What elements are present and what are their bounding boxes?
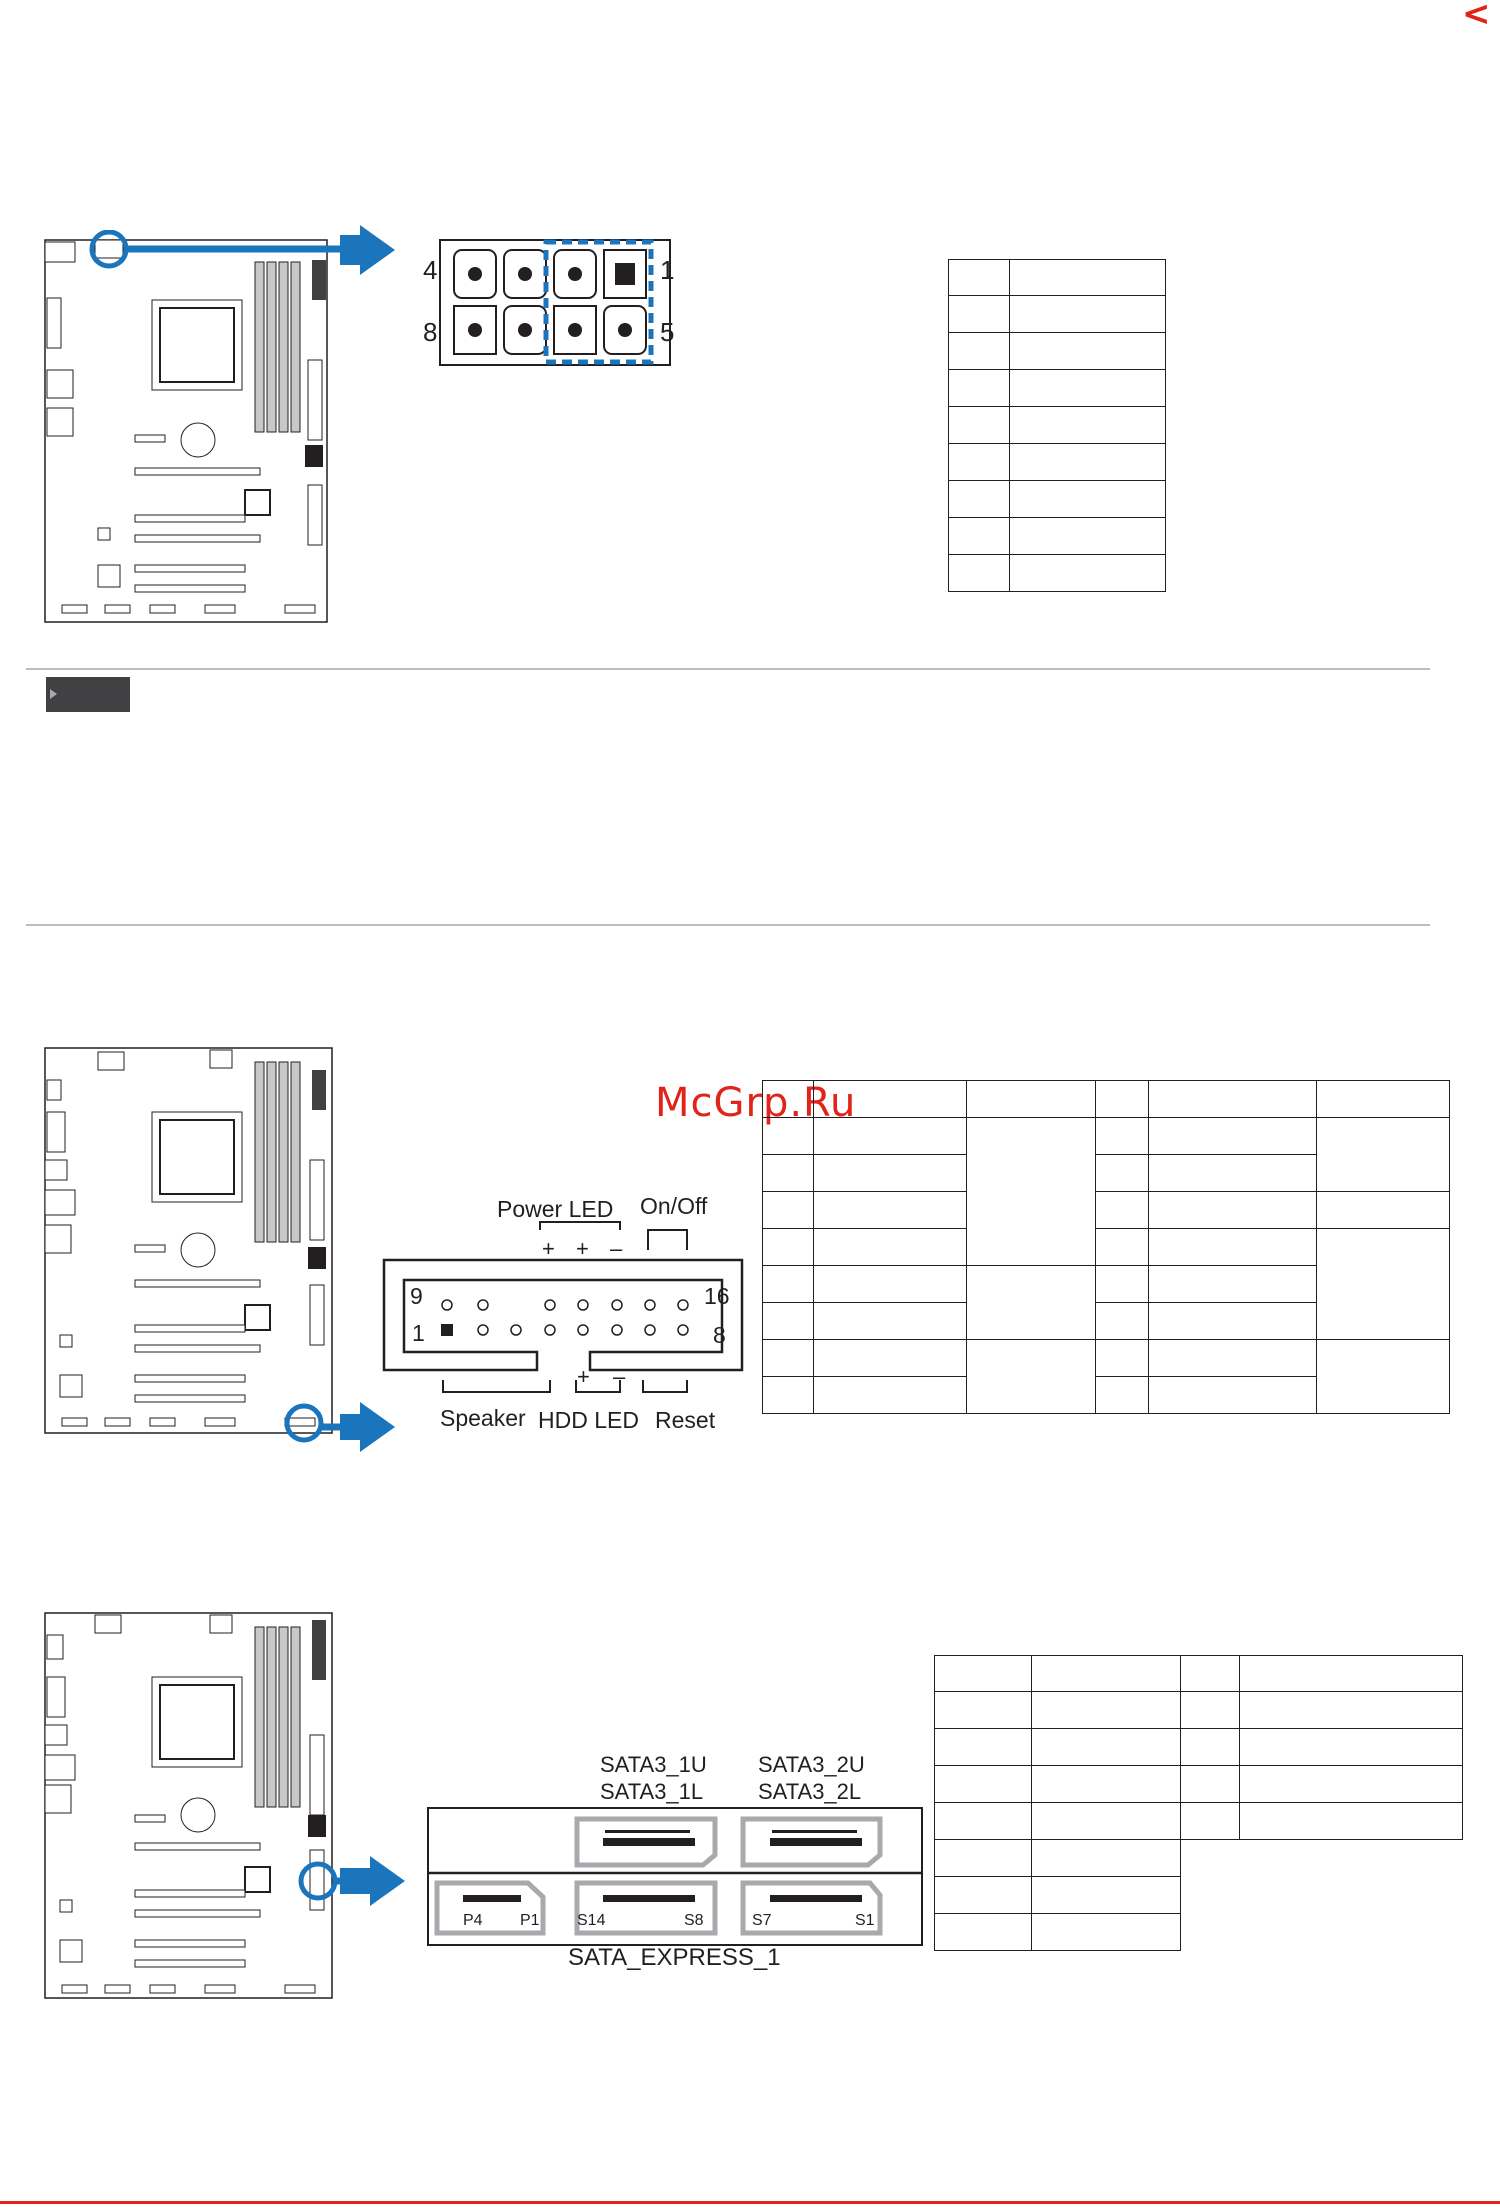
sata3-1u-label: SATA3_1U	[600, 1752, 707, 1777]
pin-label-s7: S7	[752, 1912, 772, 1929]
pin-label-s14: S14	[577, 1912, 606, 1929]
divider-bottom	[26, 924, 1430, 926]
power-led-plus-2: +	[576, 1236, 589, 1261]
pin-label-p1: P1	[520, 1912, 540, 1929]
atx-8pin-connector	[420, 230, 720, 390]
pin-label-s8: S8	[684, 1912, 704, 1929]
speaker-label: Speaker	[440, 1405, 526, 1431]
divider-top	[26, 668, 1430, 670]
sata-pin-table-left	[934, 1655, 1181, 1951]
power-led-minus: –	[610, 1236, 623, 1261]
pin-label-1: 1	[660, 255, 675, 285]
pin-label-16: 16	[704, 1283, 730, 1309]
note-badge	[46, 677, 130, 712]
motherboard-diagram-top	[40, 230, 340, 630]
motherboard-diagram-middle	[40, 1040, 340, 1460]
reset-label: Reset	[655, 1407, 716, 1433]
arrow-right-icon	[340, 225, 400, 275]
pin-label-9: 9	[410, 1283, 423, 1309]
sata-pin-table-right	[1180, 1655, 1463, 1840]
sata3-2l-label: SATA3_2L	[758, 1779, 862, 1804]
front-panel-pin-table	[762, 1080, 1450, 1414]
arrow-right-icon	[340, 1856, 410, 1906]
sata3-1l-label: SATA3_1L	[600, 1779, 704, 1804]
motherboard-diagram-bottom	[40, 1605, 340, 2005]
watermark: McGrp.Ru	[655, 1080, 857, 1126]
pin-label-4: 4	[423, 255, 438, 285]
footer-rule	[0, 2201, 1500, 2204]
power-led-label: Power LED	[497, 1196, 614, 1222]
pin-label-5: 5	[660, 317, 675, 347]
hdd-led-plus: +	[577, 1364, 590, 1389]
pin-label-8: 8	[423, 317, 438, 347]
hdd-led-label: HDD LED	[538, 1407, 639, 1433]
pin-label-p4: P4	[463, 1912, 483, 1929]
back-chevron-icon[interactable]: <	[1462, 0, 1491, 34]
sata-express-connector	[425, 1805, 925, 1950]
power-led-plus-1: +	[542, 1236, 555, 1261]
hdd-led-minus: –	[613, 1364, 626, 1389]
pin-label-8: 8	[713, 1322, 726, 1348]
pin-label-s1: S1	[855, 1912, 875, 1929]
on-off-label: On/Off	[640, 1193, 708, 1219]
pin-label-1: 1	[412, 1320, 425, 1346]
atx-pin-table	[948, 259, 1166, 592]
sata3-2u-label: SATA3_2U	[758, 1752, 865, 1777]
sata-express-label: SATA_EXPRESS_1	[568, 1944, 781, 1971]
